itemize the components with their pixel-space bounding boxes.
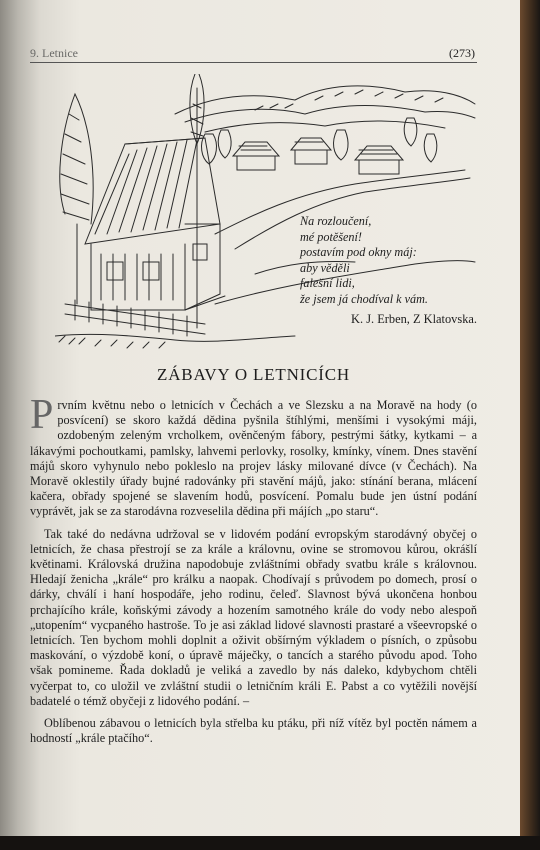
- drop-cap: P: [30, 392, 54, 438]
- header-rule: [30, 62, 477, 63]
- poem-line: Na rozloučení,: [300, 214, 372, 228]
- poem-attribution: K. J. Erben, Z Klatovska.: [351, 312, 477, 326]
- poem-line: aby věděli: [300, 260, 350, 275]
- poem-line: mé potěšení!: [300, 229, 362, 244]
- page-number: (273): [449, 46, 475, 60]
- book-spine-edge: [520, 0, 540, 850]
- paragraph-3: Oblíbenou zábavou o letnicích byla střelba ku ptáku, při níž vítěz byl poctěn námem a hodností „krále ptačího“.: [30, 716, 477, 746]
- page-bottom-edge: [0, 836, 540, 850]
- paragraph-1-text: rvním květnu nebo o letnicích v Čechách a ve Slezsku a na Moravě na hody (o posvícení) se skoro každá dědina pyšnila štíhlými, menšími i vysokými máji, ozdobeným zeleným vrcholkem, ověnčeným fábory, pestrými šátky, kytkami – a lákavými pochoutkami, pamlsky, lahvemi perlovky, rosolky, kmínky, vínem. Dnes stavění májů skoro vyhynulo nebo pokleslo na projev lásky milované dívce (v Čechách). Na Moravě oklestily úřady bujné radovánky při stavění májů, jako: stínání berana, mlácení kačera, obřady spojené se slavením hodů, posvícení. Pomalu bude jen ústní podání vyprávět, jak se za starodávna rozveselila dědina při májích „po staru“.: [30, 398, 477, 519]
- chapter-title: ZÁBAVY O LETNICÍCH: [157, 365, 350, 384]
- paragraph-1: [30, 392, 477, 520]
- poem: [300, 214, 480, 308]
- running-header: [30, 46, 475, 62]
- poem-line: postavím pod okny máj:: [300, 245, 417, 260]
- poem-line: že jsem já chodíval k vám.: [300, 291, 428, 306]
- paragraph-2: Tak také do nedávna udržoval se v lidovém podání evropským starodávný obyčej o letnicích, že chasa přestrojí se za krále a královnu, ovine se stromovou kůrou, okrášlí květinami. Královská družina napodobuje zvláštními obřady svatbu krále s královnou. Hledají ženicha „krále“ pro králku a naopak. Chodívají s průvodem po domech, prosí o dárky, chválí i haní hospodáře, jeho rodinu, čeleď. Slavnost bývá ukončena honbou prchajícího krále, koňskými závody a hozením samotného krále do vody nebo alespoň „utopením“ vycpaného hastroše. To je asi základ lidové slavnosti prastaré a všeevropské o letnicích. Ten bychom mohli doplnit a oživit obšírným výkladem o písních, o způsobu maskování, o výzdobě koní, o úpravě máječky, o tancích a starého původu apod. Toho však pomineme. Řada dokladů je veliká a zavedlo by nás daleko, kdybychom chtěli vyčerpat to, co uložil ve zvláštní studii o letničním králi E. Pabst a co vytěžili novější badatelé o témž obyčeji z lidového podání. –: [30, 526, 477, 708]
- body-text: [30, 392, 477, 746]
- poem-line: falešní lidi,: [300, 276, 355, 291]
- header-section-title: 9. Letnice: [30, 46, 78, 60]
